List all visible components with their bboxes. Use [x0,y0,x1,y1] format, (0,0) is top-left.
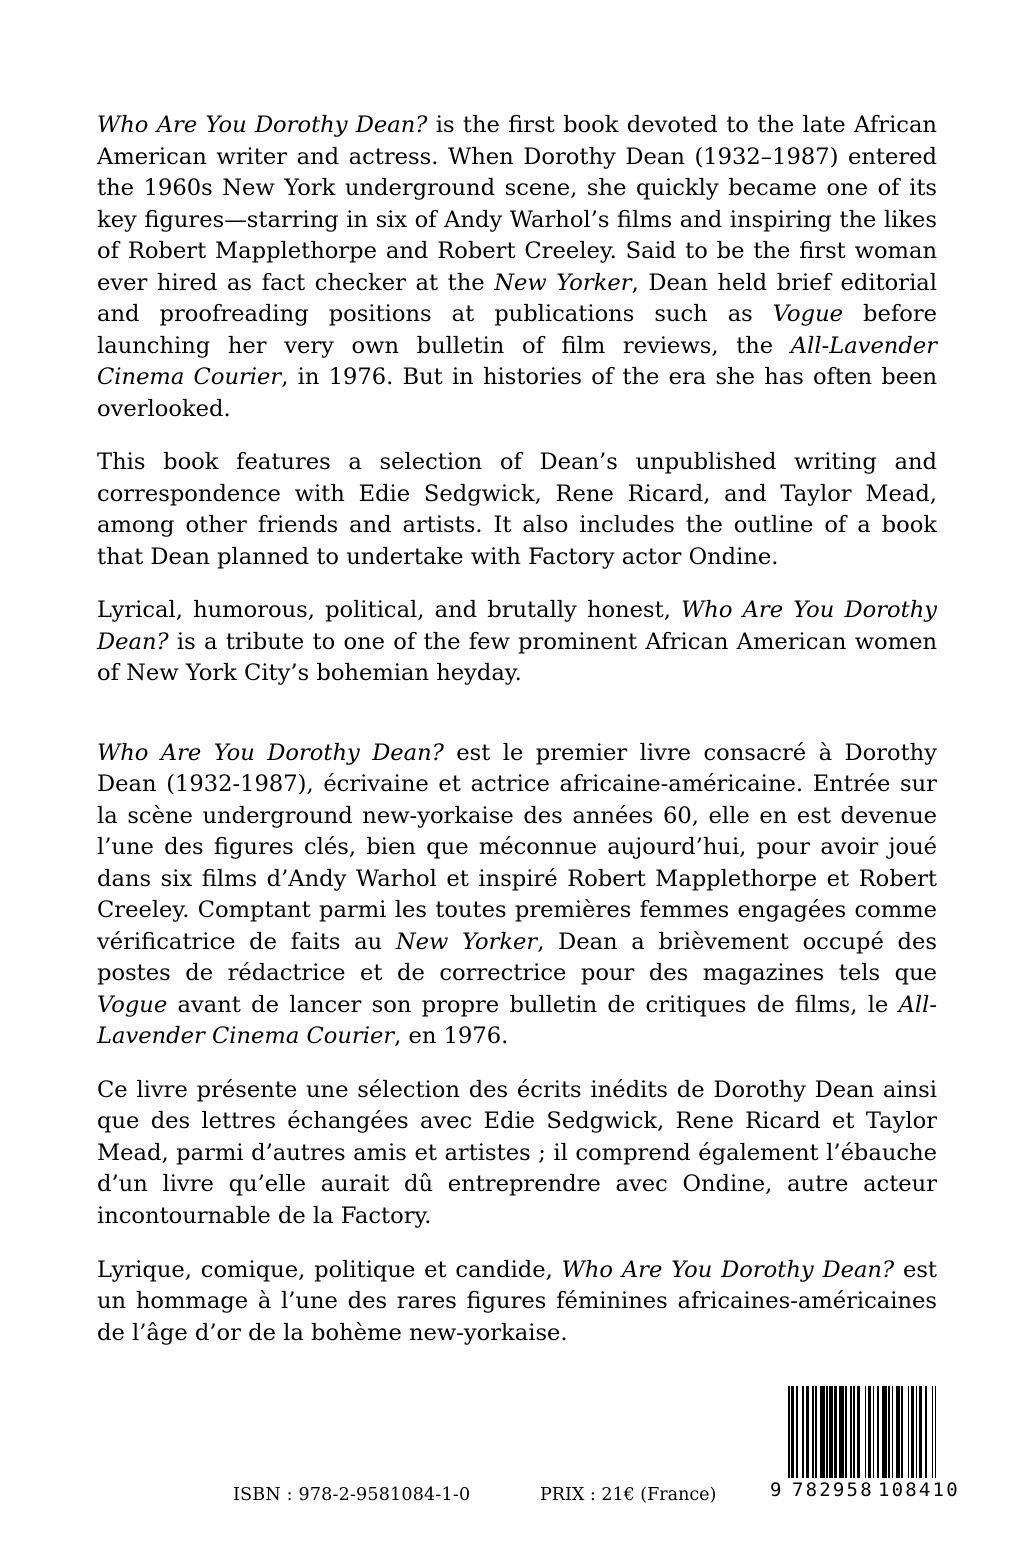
run-en-3-1: Lyrical, humorous, political, and brutally honest, [97,597,682,624]
run-fr-3-1: Lyrique, comique, politique et candide, [97,1256,562,1283]
barcode-lead-digit: 9 [770,1479,782,1501]
barcode-digits-right: 108410 [878,1479,960,1501]
barcode [768,1386,960,1504]
run-fr-3-3: est un hommage à l’une des rares figures féminines africaines-américaines de l’âge d’or de la bohème new-yorkaise. [97,1256,937,1346]
barcode-digits-left: 782958 [792,1479,874,1501]
blurb-text-block [97,110,937,1349]
run-fr-1-2: est le premier livre consacré à Dorothy Dean (1932-1987), écrivaine et actrice africaine-américaine. Entrée sur la scène underground new-yorkaise des années 60, elle en est devenue l’une des figures clés, bien que méconnue aujourd’hui, pour avoir joué dans six films d’Andy Warhol et inspiré Robert Mapplethorpe et Robert Creeley. Comptant parmi les toutes premières femmes engagées comme vérificatrice de faits au [97,739,937,955]
run-fr-1-6: avant de lancer son propre bulletin de critiques de films, le [167,991,899,1018]
publication-italic-courier-fr: All-Lavender Cinema Courier [97,991,937,1050]
run-en-1-6: before launching her very own bulletin of film reviews, the [97,301,937,359]
french-blurb [97,738,937,1349]
barcode-space [936,1386,939,1478]
english-blurb [97,110,937,690]
title-italic-en-2: Who Are You Dorothy Dean? [97,597,938,655]
run-fr-1-4: , Dean a brièvement occupé des postes de rédactrice et de correctrice pour des magazines tels que [97,928,937,987]
run-en-3-3: is a tribute to one of the few prominent African American women of New York City’s bohemian heyday. [97,628,937,687]
publication-italic-vogue-en: Vogue [772,301,844,328]
paragraph-fr-1 [97,738,937,1053]
run-en-2-1: This book features a selection of Dean’s unpublished writing and correspondence with Edie Sedgwick, Rene Ricard, and Taylor Mead, among other friends and artists. It also includes the outline of a book that Dean planned to undertake with Factory actor Ondine. [97,449,937,570]
run-en-1-2: is the first book devoted to the late African American writer and actress. When Dorothy Dean (1932–1987) entered the 1960s New York underground scene, she quickly became one of its key figures—starring in six of Andy Warhol’s films and inspiring the likes of Robert Mapplethorpe and Robert Creeley. Said to be the first woman ever hired as fact checker at the [97,112,937,296]
run-en-1-4: , Dean held brief editorial and proofreading positions at publications such as [97,269,938,328]
paragraph-en-3 [97,595,937,690]
isbn-label: ISBN : 978-2-9581084-1-0 [233,1485,471,1505]
title-italic-fr-2: Who Are You Dorothy Dean? [561,1256,895,1283]
run-en-1-8: , in 1976. But in histories of the era she has often been overlooked. [97,364,937,422]
title-italic-en-1: Who Are You Dorothy Dean? [97,112,428,138]
publication-italic-courier-en: All-Lavender Cinema Courier [97,332,937,391]
run-fr-1-8: , en 1976. [394,1023,509,1050]
price-label: PRIX : 21€ (France) [540,1485,717,1505]
paragraph-fr-3 [97,1255,937,1350]
paragraph-en-2 [97,447,937,573]
publication-italic-new-yorker-en: New Yorker [494,269,632,296]
run-fr-2-1: Ce livre présente une sélection des écrits inédits de Dorothy Dean ainsi que des lettres échangées avec Edie Sedgwick, Rene Ricard et Taylor Mead, parmi d’autres amis et artistes ; il comprend également l’ébauche d’un livre qu’elle aurait dû entreprendre avec Ondine, autre acteur incontournable de la Factory. [97,1076,937,1229]
paragraph-fr-2 [97,1075,937,1233]
title-italic-fr-1: Who Are You Dorothy Dean? [97,739,444,766]
barcode-bars [788,1386,950,1478]
publication-italic-vogue-fr: Vogue [97,991,168,1018]
publication-italic-new-yorker-fr: New Yorker [395,928,538,955]
paragraph-en-1 [97,110,937,425]
